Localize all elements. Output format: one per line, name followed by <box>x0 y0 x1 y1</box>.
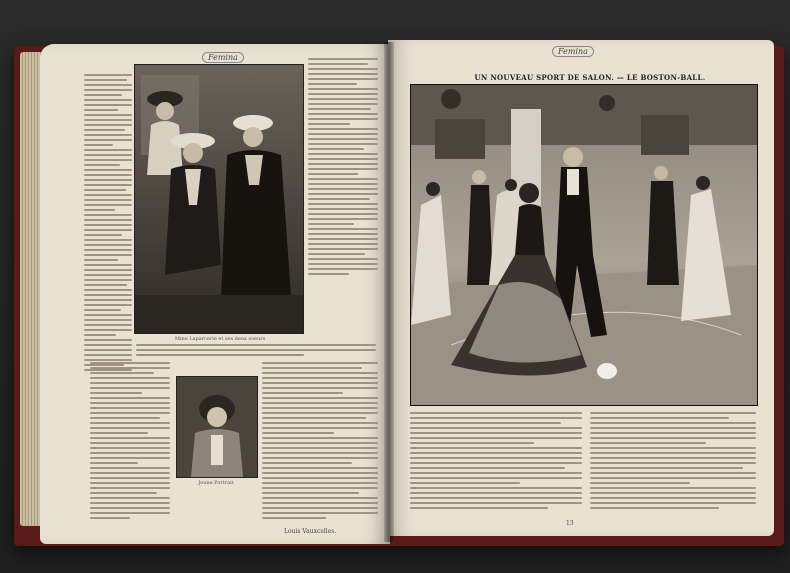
caption-main: Mme Laparcerie et ses deux soeurs <box>174 336 266 342</box>
photo-small-portrait <box>176 376 258 478</box>
left-page <box>40 44 390 544</box>
right-text-column-2 <box>590 412 756 512</box>
photo-three-women <box>134 64 304 334</box>
masthead-right: Femina <box>552 46 594 57</box>
photo-boston-ball-dance <box>410 84 758 406</box>
right-text-column-1 <box>410 412 582 512</box>
left-text-column-1 <box>84 74 132 374</box>
book-gutter <box>384 42 394 542</box>
masthead-left: Femina <box>202 52 244 63</box>
caption-small: Jeune Portrait <box>198 480 234 486</box>
left-text-column-2 <box>308 58 378 278</box>
article-title: UN NOUVEAU SPORT DE SALON. — LE BOSTON-BALL. <box>474 73 706 82</box>
left-text-column-4 <box>262 362 378 522</box>
right-page-folio: 13 <box>566 520 574 527</box>
left-caption-text <box>136 344 376 359</box>
left-text-column-3 <box>90 362 170 522</box>
left-footer-author: Louis Vauxcelles. <box>284 528 337 535</box>
